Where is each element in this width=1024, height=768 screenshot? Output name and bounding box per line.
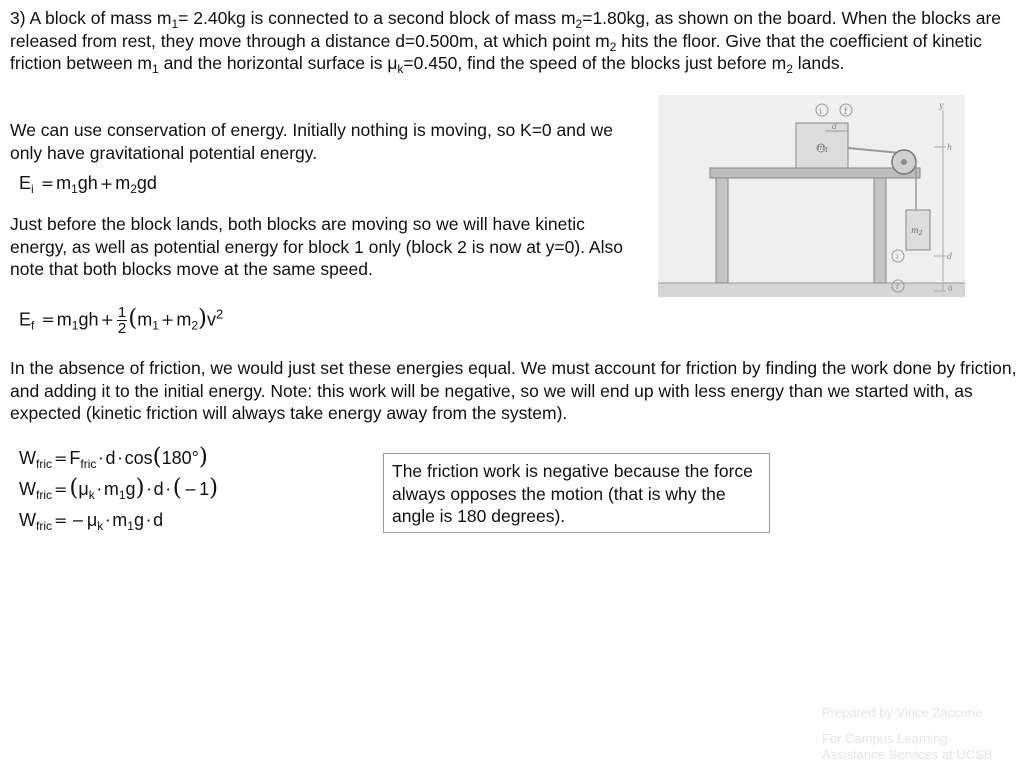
- svg-text:f: f: [896, 283, 899, 291]
- footer-prepared-by: Prepared by Vince Zaccone: [822, 705, 983, 720]
- svg-text:d: d: [832, 122, 838, 131]
- svg-text:i: i: [819, 107, 822, 116]
- equation-work-2: $W_{fric} =(\mu_k \cdot m_1g) \cdot d$ ·( − 1): [19, 475, 219, 502]
- problem-number: 3): [10, 8, 26, 28]
- svg-text:m1: $m_1$: [817, 143, 829, 154]
- string-horizontal: [848, 148, 900, 153]
- floor: [658, 283, 965, 297]
- svg-text:d: d: [947, 252, 953, 261]
- marker-i-top: [816, 104, 828, 116]
- svg-text:i: i: [896, 253, 899, 261]
- diagram-svg: [658, 95, 965, 297]
- blocks-pulley-diagram: [658, 95, 965, 297]
- svg-text:h: h: [947, 143, 953, 152]
- svg-text:m2: $m_2$: [911, 226, 923, 237]
- footer-campus-line-2: Assistance Services at UCSB: [822, 747, 993, 762]
- problem-statement: 3) A block of mass $m_1= 2.40kg$ is connected to a second block of mass $m_2=1.80kg$, as shown on the board. When the blocks are released from rest, they move through a distance d=0.500m, at which point $m_2$ hits the floor. Give that the coefficient of kinetic friction between $m_1$ and the horizontal surface is $\mu_k=0.450$, find the speed of the blocks just before $m_2$ lands.: [10, 8, 1002, 76]
- svg-text:y: y: [939, 101, 944, 110]
- table-top: [710, 168, 920, 178]
- friction-paragraph: In the absence of friction, we would just set these energies equal. We must account for friction by finding the work done by friction, and adding it to the initial energy. Note: this work will be negative, so we will end up with less energy than we started with, as expected (kinetic friction will always take energy away from the system).: [10, 358, 1017, 423]
- friction-note-box: The friction work is negative because the force always opposes the motion (that is why the angle is 180 degrees).: [383, 453, 770, 533]
- equation-initial-energy: $E_i = m_1gh + m_2gd$: [19, 173, 157, 196]
- equation-work-3: $W_{fric}$ = − $\mu_k \cdot m_1g \cdot d$: [19, 510, 164, 533]
- lands-paragraph: Just before the block lands, both blocks are moving so we will have kinetic energy, as well as potential energy for block 1 only (block 2 is now at y=0). Also note that both blocks move at the same speed.: [10, 214, 623, 279]
- table-leg-right: [874, 178, 886, 283]
- problem-text-1: A block of mass m: [29, 8, 172, 28]
- svg-text:f: f: [844, 107, 847, 116]
- equation-final-energy: $E_f = m_1gh$ + $\frac{1}{2}$ $(m_1 + m_2)v^2$: [19, 304, 224, 337]
- equation-work-1: $W_{fric} = F_{fric} \cdot d \cdot \cos(180^\circ)$: [19, 444, 208, 471]
- table-leg-left: [716, 178, 728, 283]
- fraction-one-half: $\frac{1}{2}$: [117, 304, 127, 337]
- footer-campus-line-1: For Campus Learning: [822, 731, 948, 746]
- svg-text:0: 0: [948, 285, 953, 293]
- energy-paragraph: We can use conservation of energy. Initially nothing is moving, so K=0 and we only have gravitational potential energy.: [10, 120, 613, 163]
